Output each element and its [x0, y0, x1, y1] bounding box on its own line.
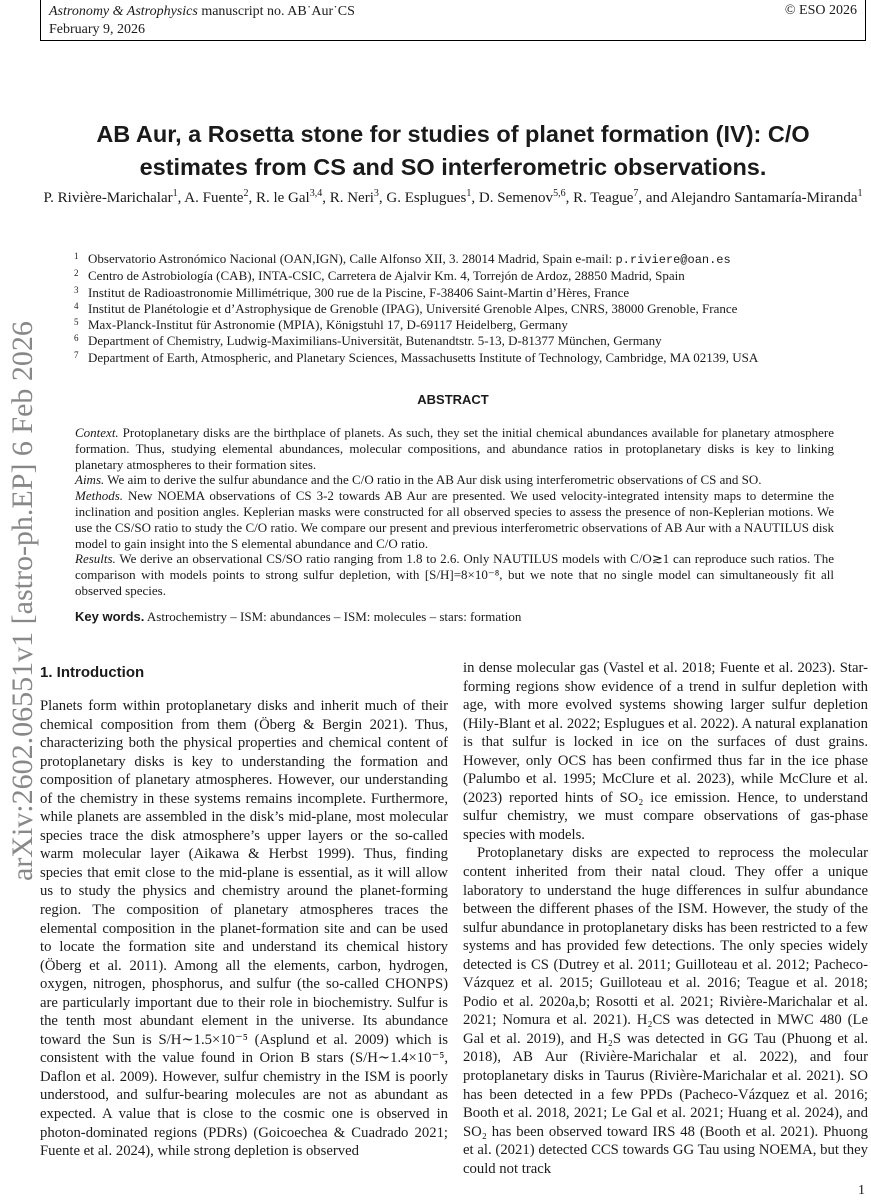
affiliation-number: 1	[74, 251, 79, 261]
author-affil: 1	[172, 188, 178, 199]
abstract-body	[75, 425, 834, 599]
abstract-aims	[75, 472, 834, 488]
keywords-label: Key words.	[75, 609, 145, 624]
affiliation	[74, 350, 834, 366]
header-left	[49, 3, 355, 39]
affiliation-number: 3	[74, 284, 79, 295]
author-list: P. Rivière-Marichalar$^1$, A. Fuente$^2$, R. le Gal$^{3,4}$, R. Neri$^3$, G. Esplugues$^1$, D. Semenov$^{5,6}$, R. Teague$^7$, and Alejandro Santamaría-Miranda$^1$	[43, 188, 863, 206]
aims-text: We aim to derive the sulfur abundance and the C/O ratio in the AB Aur disk using interferometric observations of CS and SO.	[107, 472, 762, 488]
methods-label: Methods.	[75, 488, 124, 504]
paragraph: in dense molecular gas (Vastel et al. 2018; Fuente et al. 2023). Star-forming regions show evidence of a trend in sulfur depletion with age, with more evolved systems showing larger sulfur depletion (Hily-Blant et al. 2022; Esplugues et al. 2022). A natural explanation is that sulfur is locked in ice on the surfaces of dust grains. However, only OCS has been confirmed thus far in the ice phase (Palumbo et al. 1995; McClure et al. 2023), while McClure et al. (2023) reported hints of SO₂ ice emission. Hence, to understand sulfur chemistry, we must compare observations of gas-phase species with models.	[463, 660, 868, 843]
abstract-methods	[75, 488, 834, 551]
results-label: Results.	[75, 551, 116, 567]
methods-text: New NOEMA observations of CS 3-2 towards AB Aur are presented. We used velocity-integrated intensity maps to determine the inclination and position angles. Keplerian masks were constructed for all observed species to assess the presence of non-Keplerian motions. We use the CS/SO ratio to study the C/O ratio. We compare our present and previous interferometric observations of AB Aur with a NAUTILUS disk model to gain insight into the S elemental abundance and C/O ratio.	[75, 488, 834, 551]
affiliation-text: Institut de Planétologie et d’Astrophysique de Grenoble (IPAG), Université Grenoble Alpes, CNRS, 38000 Grenoble, France	[88, 300, 738, 316]
keywords-text: Astrochemistry – ISM: abundances – ISM: molecules – stars: formation	[146, 609, 522, 624]
left-column	[40, 697, 448, 1161]
paragraph: Protoplanetary disks are expected to reprocess the molecular content inherited from their natal cloud. They offer a unique laboratory to understand the huge differences in sulfur abundance between the different phases of the ISM. However, the study of the sulfur abundance in protoplanetary disks has been restricted to a few systems and has provided few detections. The only species widely detected is CS (Dutrey et al. 2011; Guilloteau et al. 2012; Pacheco-Vázquez et al. 2015; Guilloteau et al. 2016; Teague et al. 2018; Podio et al. 2020a,b; Rosotti et al. 2021; Rivière-Marichalar et al. 2021; Nomura et al. 2021). H₂CS was detected in MWC 480 (Le Gal et al. 2019), and H₂S was detected in GG Tau (Phuong et al. 2018), AB Aur (Rivière-Marichalar et al. 2022), and four protoplanetary disks in Taurus (Rivière-Marichalar et al. 2021). SO has been detected in a few PPDs (Pacheco-Vázquez et al. 2016; Booth et al. 2018, 2021; Le Gal et al. 2021; Huang et al. 2024), and SO₂ has been observed toward IRS 48 (Booth et al. 2021). Phuong et al. (2021) detected CCS towards GG Tau using NOEMA, but they could not track	[463, 845, 868, 1177]
abstract-results	[75, 551, 834, 598]
affiliation	[74, 251, 834, 268]
context-text: Protoplanetary disks are the birthplace of planets. As such, they set the initial chemical abundances available for planetary atmosphere formation. Thus, studying elemental abundances, molecular compositions, and abundance ratios in protoplanetary disks is key to linking planetary atmospheres to their formation sites.	[75, 425, 834, 472]
author: D. Semenov	[478, 190, 554, 206]
affiliation-text: Department of Chemistry, Ludwig-Maximilians-Universität, Butenandtstr. 5-13, D-81377 München, Germany	[88, 333, 662, 349]
author-affil: 7	[633, 188, 639, 199]
manuscript-id: manuscript no. AB˙Aur˙CS	[201, 4, 355, 19]
results-text: We derive an observational CS/SO ratio ranging from 1.8 to 2.6. Only NAUTILUS models with C/O≳1 can reproduce such ratios. The comparison with models points to strong sulfur depletion, with [S/H]=8×10⁻⁸, but we note that no single model can simultaneously fit all observed species.	[75, 551, 835, 598]
author: A. Fuente	[184, 190, 244, 206]
author-affil: 1	[466, 188, 472, 199]
author: R. Teague	[573, 190, 634, 206]
affiliation-number: 7	[74, 349, 79, 360]
affiliation-text: Institut de Radioastronomie Millimétrique, 300 rue de la Piscine, F-38406 Saint-Martin d’Hères, France	[88, 284, 630, 300]
abstract-heading: ABSTRACT	[417, 392, 489, 407]
affiliation-text: Centro de Astrobiología (CAB), INTA-CSIC, Carretera de Ajalvir Km. 4, Torrejón de Ardoz, 28850 Madrid, Spain	[88, 268, 685, 284]
header-date: February 9, 2026	[49, 22, 146, 37]
affiliation-text: Observatorio Astronómico Nacional (OAN,IGN), Calle Alfonso XII, 3. 28014 Madrid, Spain e-mail:	[88, 251, 613, 266]
arxiv-stamp: arXiv:2602.06551v1 [astro-ph.EP] 6 Feb 2026	[6, 321, 39, 881]
aims-label: Aims.	[75, 472, 105, 488]
page-number: 1	[858, 1183, 865, 1198]
author-affil: 3	[373, 188, 379, 199]
author: G. Esplugues	[386, 190, 467, 206]
author: P. Rivière-Marichalar	[43, 190, 173, 206]
affiliation-list	[74, 251, 834, 366]
affiliation-number: 4	[74, 300, 79, 311]
section-title: 1. Introduction	[40, 664, 145, 681]
author-affil: 5,6	[553, 188, 566, 199]
affiliation-text: Max-Planck-Institut für Astronomie (MPIA), Königstuhl 17, D-69117 Heidelberg, Germany	[88, 317, 568, 333]
author-affil: 1	[857, 188, 863, 199]
affiliation-number: 5	[74, 317, 79, 328]
affiliation	[74, 285, 834, 301]
affiliation	[74, 268, 834, 284]
affiliation	[74, 333, 834, 349]
keywords	[75, 609, 834, 625]
affiliation	[74, 301, 834, 317]
paper-title: AB Aur, a Rosetta stone for studies of planet formation (IV): C/O estimates from CS and SO interferometric observations.	[96, 121, 810, 180]
author: R. le Gal	[255, 190, 310, 206]
running-header	[40, 0, 866, 41]
affiliation-number: 6	[74, 333, 79, 344]
author-affil: 3,4	[309, 188, 323, 199]
author-affil: 2	[243, 188, 249, 199]
email-link[interactable]: p.riviere@oan.es	[615, 253, 731, 267]
right-column	[463, 659, 868, 1178]
affiliation-number: 2	[74, 268, 79, 279]
author: Alejandro Santamaría-Miranda	[670, 190, 858, 206]
author: R. Neri	[329, 190, 374, 206]
affiliation	[74, 317, 834, 333]
abstract-context	[75, 425, 834, 472]
copyright: © ESO 2026	[784, 3, 857, 18]
paragraph: Planets form within protoplanetary disks and inherit much of their chemical composition from them (Öberg & Bergin 2021). Thus, characterizing both the physical properties and chemical content of protoplanetary disks is key to understanding the formation and composition of planetary atmospheres. However, our understanding of the chemistry in these systems remains incomplete. Furthermore, while planets are assembled in the disk’s mid-plane, most molecular species trace the disk atmosphere’s upper layers or the so-called warm molecular layer (Aikawa & Herbst 1999). Thus, finding species that emit close to the mid-plane is essential, as it will allow us to study the physics and chemistry around the planet-forming region. The composition of planetary atmospheres traces the elemental composition in the planet-formation site and can be used to locate the formation site and understand its chemical history (Öberg et al. 2011). Among all the elements, carbon, hydrogen, oxygen, nitrogen, phosphorus, and sulfur (the so-called CHONPS) are particularly important due to their role in biochemistry. Sulfur is the tenth most abundant element in the universe. Its abundance toward the Sun is S/H∼1.5×10⁻⁵ (Asplund et al. 2009) which is consistent with the value found in Orion B stars (S/H∼1.4×10⁻⁵, Daflon et al. 2009). However, sulfur chemistry in the ISM is poorly understood, and sulfur-bearing molecules are not as abundant as expected. A value that is close to the cosmic one is observed in photon-dominated regions (PDRs) (Goicoechea & Cuadrado 2021; Fuente et al. 2024), while strong depletion is observed	[40, 698, 448, 1160]
context-label: Context.	[75, 425, 119, 440]
journal-name: Astronomy & Astrophysics	[49, 4, 198, 19]
affiliation-text: Department of Earth, Atmospheric, and Planetary Sciences, Massachusetts Institute of Technology, Cambridge, MA 02139, USA	[88, 349, 759, 365]
